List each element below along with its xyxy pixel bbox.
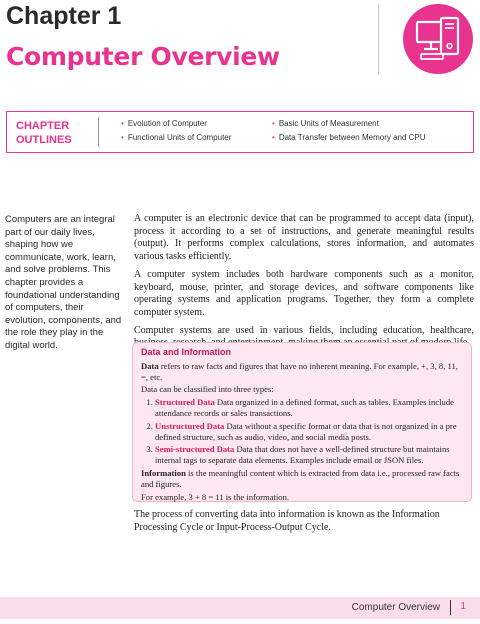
outlines-divider [98,117,99,147]
bullet-icon: • [272,119,275,128]
outlines-heading: CHAPTER OUTLINES [16,120,72,146]
list-item: 3. Semi-structured Data Data that does not have a well-defined structure but maintains internal tags to separate data elements. Examples include email or JSON files. [155,444,463,466]
paragraph: A computer system includes both hardware components such as a monitor, keyboard, mouse, printer, and storage devices, and software components like operating systems and application programs. Together, they form a complete computer system. [134,268,474,318]
classify-text: Data can be classified into three types: [141,384,274,395]
list-item: 2. Unstructured Data Data without a specific format or data that is not organized in a pre defined structure, such as audio, video, and social media posts. [155,421,463,443]
closing-paragraph: The process of converting data into information is known as the Information Processing Cycle or Input-Process-Output Cycle. [134,509,440,533]
data-definition: Data refers to raw facts and figures that have no inherent meaning. For example, +, 3, 8, 11, =, etc. [141,360,458,382]
main-text [134,213,474,355]
chapter-title: Computer Overview [6,42,280,71]
header-divider [378,4,379,74]
information-definition: Information is the meaningful content which is extracted from data i.e., processed raw facts and figures. [141,467,460,489]
chapter-number: Chapter 1 [6,2,122,30]
chapter-intro: Computers are an integral part of our daily lives, shaping how we communicate, work, learn, and solve problems. This chapter provides a foundational understanding of computers, their evolution, components, and the role they play in the digital world. [5,214,122,351]
outline-item: • Basic Units of Measurement [272,119,379,128]
list-item: 1. Structured Data Data organized in a defined format, such as tables. Examples include attendance records or sales transactions. [155,397,463,419]
chapter-outlines-box [6,111,474,153]
page-footer [0,597,480,619]
data-types-list [141,397,463,466]
computer-tower-monitor-icon [403,4,473,74]
footer-label: Computer Overview [351,602,440,613]
outline-item: • Data Transfer between Memory and CPU [272,133,426,142]
bullet-icon: • [121,133,124,142]
outline-item: • Evolution of Computer [121,119,207,128]
bullet-icon: • [121,119,124,128]
bullet-icon: • [272,133,275,142]
paragraph: Computer systems are used in various fields, including education, healthcare, [134,324,474,336]
data-information-box [132,342,472,502]
paragraph: A computer is an electronic device that can be programmed to accept data (input), process it according to a set of instructions, and generate meaningful results (output). It performs complex calculations, stores information, and automates various tasks efficiently. [134,213,474,263]
box-title: Data and Information [141,347,232,357]
footer-divider [450,600,451,615]
information-example: For example, 3 + 8 = 11 is the information. [141,491,290,502]
page-number: 1 [460,601,466,612]
outline-item: • Functional Units of Computer [121,133,232,142]
